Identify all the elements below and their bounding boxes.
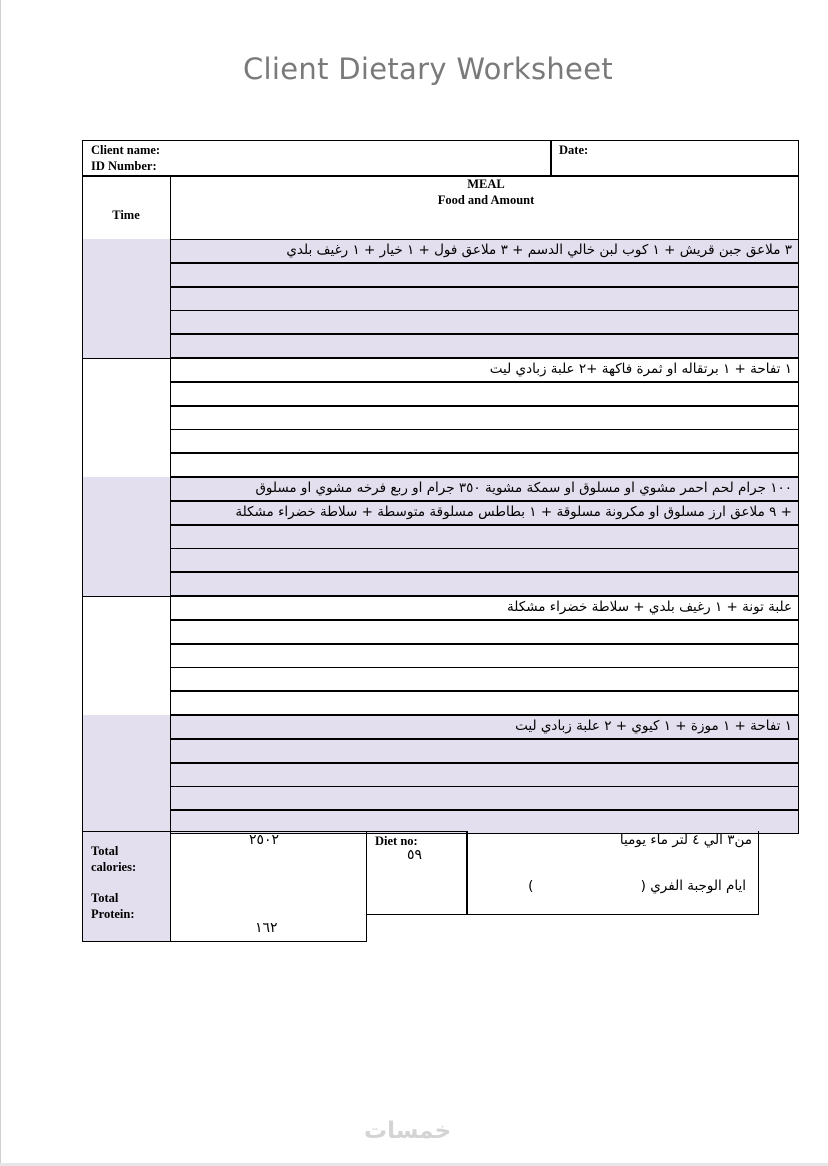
diet-no-value: ٥٩ <box>407 847 423 863</box>
meal-header-cell <box>170 175 799 240</box>
meal-food-row[interactable] <box>170 786 799 810</box>
meal-food-row[interactable] <box>170 263 799 287</box>
total-protein-value: ١٦٢ <box>255 920 278 936</box>
meal-food-row[interactable] <box>170 644 799 668</box>
meal-food-row[interactable] <box>170 739 799 763</box>
date-label: Date: <box>559 143 589 157</box>
food-amount-header: Food and Amount <box>437 193 535 207</box>
total-calories-label: Total calories: <box>91 844 137 874</box>
totals-label-cell <box>82 831 171 942</box>
meal-food-row[interactable] <box>170 334 799 358</box>
meal-time-cell[interactable] <box>82 239 171 359</box>
date-cell[interactable] <box>550 140 799 177</box>
free-meal-days: ايام الوجبة الفري ( ) <box>528 878 746 894</box>
meal-time-cell[interactable] <box>82 596 171 716</box>
time-header-cell <box>82 175 171 240</box>
meal-food-row[interactable] <box>170 667 799 691</box>
meal-header: MEAL <box>467 177 505 191</box>
meal-food-row[interactable]: ١ تفاحة + ١ موزة + ١ كيوي + ٢ علبة زبادي ليت <box>170 715 799 739</box>
diet-no-label: Diet no: <box>375 834 418 848</box>
meal-food-row[interactable]: ١ تفاحة + ١ برتقاله او ثمرة فاكهة +٢ علبة زبادي ليت <box>170 358 799 382</box>
water-note: من٣ الي ٤ لتر ماء يوميا <box>619 832 752 848</box>
diet-no-cell[interactable] <box>366 831 468 915</box>
meal-food-row[interactable] <box>170 406 799 430</box>
meal-food-row[interactable] <box>170 382 799 406</box>
meal-food-row[interactable]: ٣ ملاعق جبن قريش + ١ كوب لبن خالي الدسم + ٣ ملاعق فول + ١ خيار + ١ رغيف بلدي <box>170 239 799 263</box>
meal-food-row[interactable] <box>170 525 799 549</box>
meal-food-row[interactable] <box>170 572 799 596</box>
meal-food-row[interactable] <box>170 548 799 572</box>
client-info-cell[interactable] <box>82 140 552 177</box>
meal-food-row[interactable] <box>170 287 799 311</box>
total-calories-value: ٢٥٠٢ <box>249 832 280 848</box>
page-left-edge <box>0 0 1 1166</box>
meal-food-row[interactable] <box>170 691 799 715</box>
meal-food-row[interactable] <box>170 453 799 477</box>
meal-time-cell[interactable] <box>82 477 171 597</box>
watermark-logo: خمسات <box>364 1118 452 1144</box>
notes-cell[interactable] <box>466 831 759 915</box>
meal-food-row[interactable] <box>170 763 799 787</box>
page-title: Client Dietary Worksheet <box>242 52 614 86</box>
meal-food-row[interactable] <box>170 429 799 453</box>
meal-food-row[interactable]: ١٠٠ جرام لحم احمر مشوي او مسلوق او سمكة مشوية ٣٥٠ جرام او ربع فرخه مشوي او مسلوق <box>170 477 799 501</box>
client-name-label: Client name: <box>91 143 161 157</box>
meal-food-row[interactable]: + ٩ ملاعق ارز مسلوق او مكرونة مسلوقة + ١ بطاطس مسلوقة متوسطة + سلاطة خضراء مشكلة <box>170 501 799 525</box>
meal-time-cell[interactable] <box>82 715 171 835</box>
meal-time-cell[interactable] <box>82 358 171 478</box>
total-protein-label: Total Protein: <box>91 891 135 921</box>
id-number-label: ID Number: <box>91 159 157 173</box>
time-header: Time <box>112 208 140 222</box>
meal-food-row[interactable] <box>170 620 799 644</box>
meal-food-row[interactable] <box>170 310 799 334</box>
totals-value-cell[interactable] <box>170 831 367 942</box>
meal-food-row[interactable]: علبة تونة + ١ رغيف بلدي + سلاطة خضراء مشكلة <box>170 596 799 620</box>
